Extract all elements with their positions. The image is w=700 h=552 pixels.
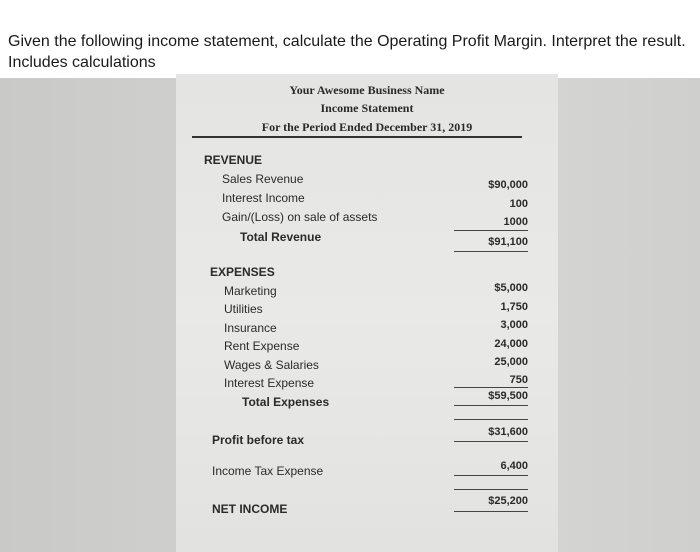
expenses-heading: EXPENSES	[210, 265, 275, 279]
sum-rule	[454, 387, 528, 388]
total-revenue-value: $91,100	[488, 236, 528, 248]
revenue-item-label: Gain/(Loss) on sale of assets	[222, 210, 378, 224]
revenue-item-label: Interest Income	[222, 191, 305, 205]
header-rule	[192, 136, 522, 138]
expense-item-label: Wages & Salaries	[224, 358, 319, 372]
revenue-item-value: 1000	[503, 216, 528, 228]
total-expenses-label: Total Expenses	[242, 395, 330, 409]
revenue-heading: REVENUE	[204, 153, 263, 167]
revenue-item-value: $90,000	[488, 179, 528, 191]
expense-item-value: 3,000	[500, 319, 528, 331]
expense-item-label: Rent Expense	[224, 339, 300, 353]
sum-rule	[454, 475, 528, 476]
expense-item-value: $5,000	[494, 282, 528, 294]
expense-item-value: 24,000	[494, 338, 528, 350]
profit-before-tax-label: Profit before tax	[212, 433, 305, 447]
sum-rule	[454, 419, 528, 420]
expense-item-value: 25,000	[494, 356, 528, 368]
total-rule	[454, 251, 528, 252]
expense-item-value: 1,750	[500, 301, 528, 313]
statement-period: For the Period Ended December 31, 2019	[261, 120, 473, 134]
net-income-value: $25,200	[488, 495, 528, 507]
expense-item-label: Interest Expense	[224, 376, 315, 390]
total-expenses-value: $59,500	[488, 390, 528, 402]
statement-title: Income Statement	[320, 101, 414, 115]
expense-item-value: 750	[509, 374, 528, 386]
expense-item-label: Marketing	[224, 284, 277, 298]
total-revenue-label: Total Revenue	[240, 230, 322, 244]
total-rule	[454, 441, 528, 442]
profit-before-tax-value: $31,600	[488, 426, 528, 438]
revenue-item-value: 100	[509, 198, 528, 210]
expense-item-label: Utilities	[224, 302, 263, 316]
total-rule	[454, 511, 528, 512]
net-income-label: NET INCOME	[212, 502, 288, 516]
income-tax-value: 6,400	[500, 460, 528, 472]
revenue-item-label: Sales Revenue	[222, 172, 304, 186]
question-text: Given the following income statement, calculate the Operating Profit Margin. Interpret the result. Includes calculations	[8, 33, 686, 71]
sum-rule	[454, 489, 528, 490]
business-name: Your Awesome Business Name	[289, 83, 445, 97]
income-statement	[176, 74, 558, 552]
income-tax-label: Income Tax Expense	[212, 464, 324, 478]
sum-rule	[454, 230, 528, 231]
expense-item-label: Insurance	[224, 321, 277, 335]
total-rule	[454, 405, 528, 406]
